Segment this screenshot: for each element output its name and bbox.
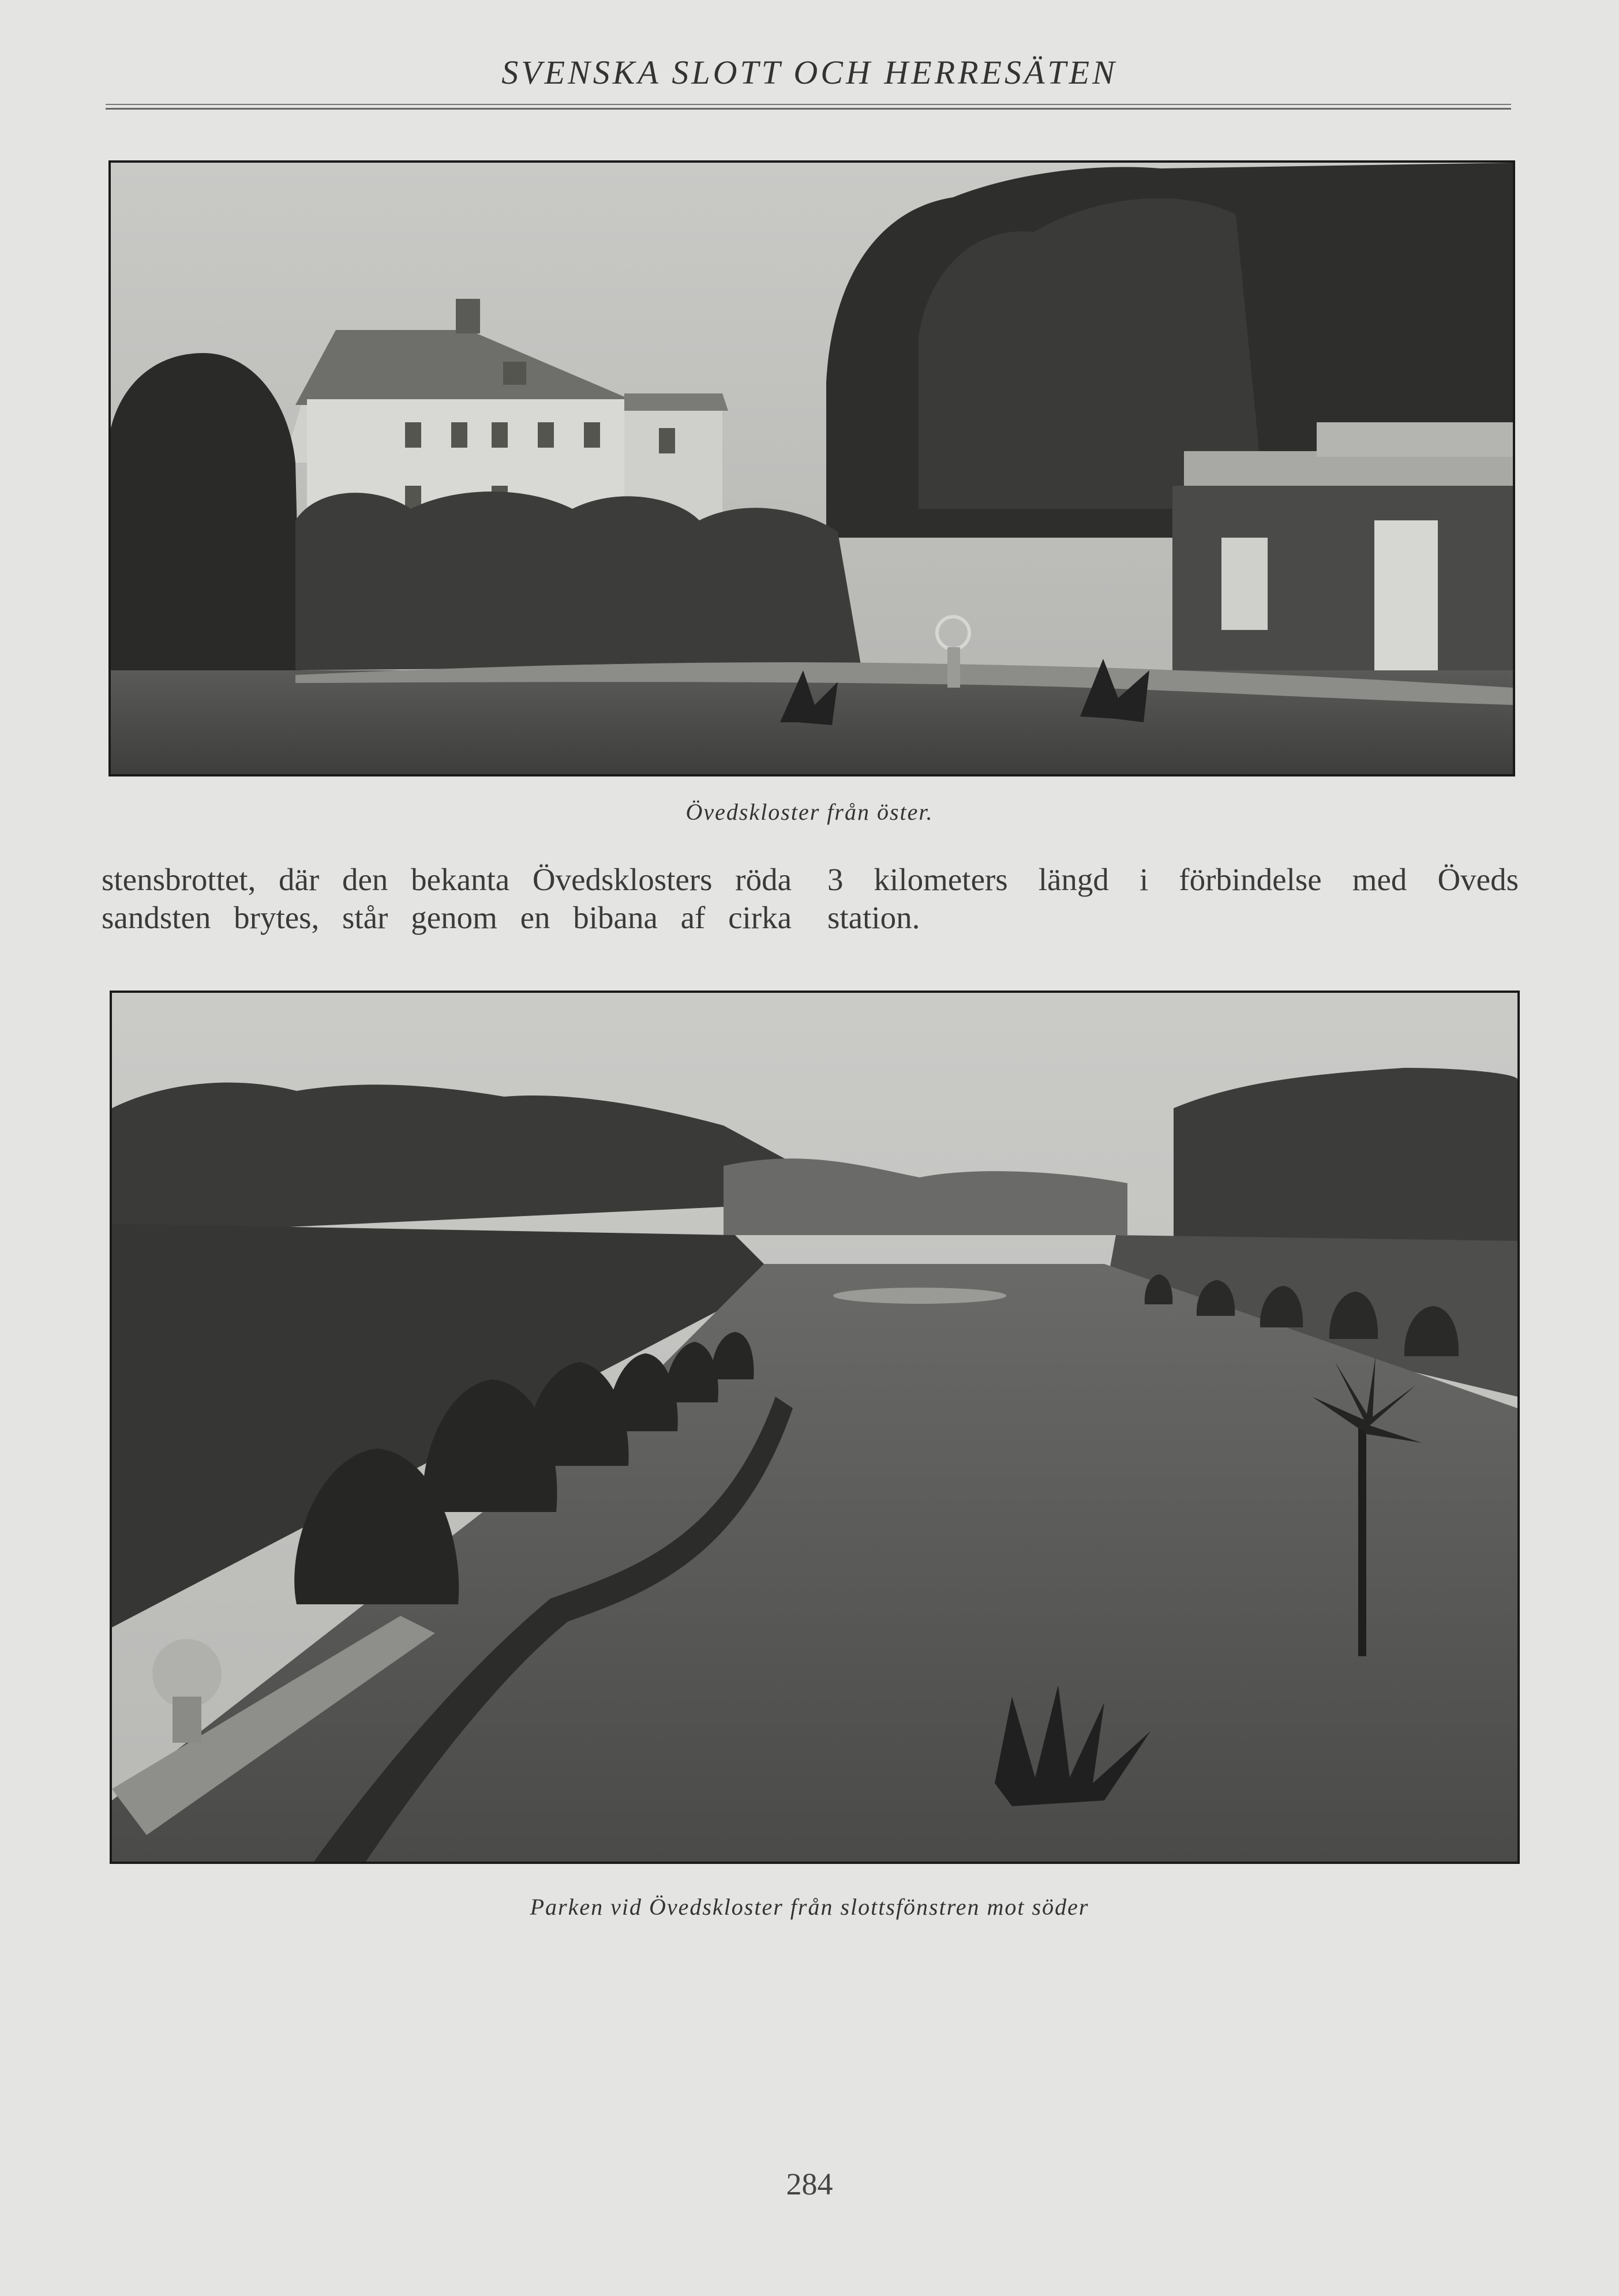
photo-manor-from-east [108, 160, 1515, 776]
park-photograph [112, 993, 1517, 1862]
page-number: 284 [786, 2167, 833, 2201]
text-line: 3 kilometers längd i förbindelse med Öveds [827, 862, 1519, 897]
text-line: stensbrottet, där den bekanta Övedsklosters röda [102, 862, 792, 897]
running-head: SVENSKA SLOTT OCH HERRESÄTEN [501, 54, 1118, 91]
body-column-right [827, 861, 1519, 937]
body-column-left [102, 861, 792, 937]
manor-photograph [111, 163, 1513, 774]
header-rule [106, 104, 1511, 110]
photo-caption-2: Parken vid Övedskloster från slottsfönstren mot söder [530, 1894, 1089, 1920]
text-line: station. [827, 900, 920, 935]
photo-caption-1: Övedskloster från öster. [685, 799, 934, 825]
text-line: sandsten brytes, står genom en bibana af cirka [102, 900, 792, 935]
photo-park-view-south [110, 991, 1520, 1864]
